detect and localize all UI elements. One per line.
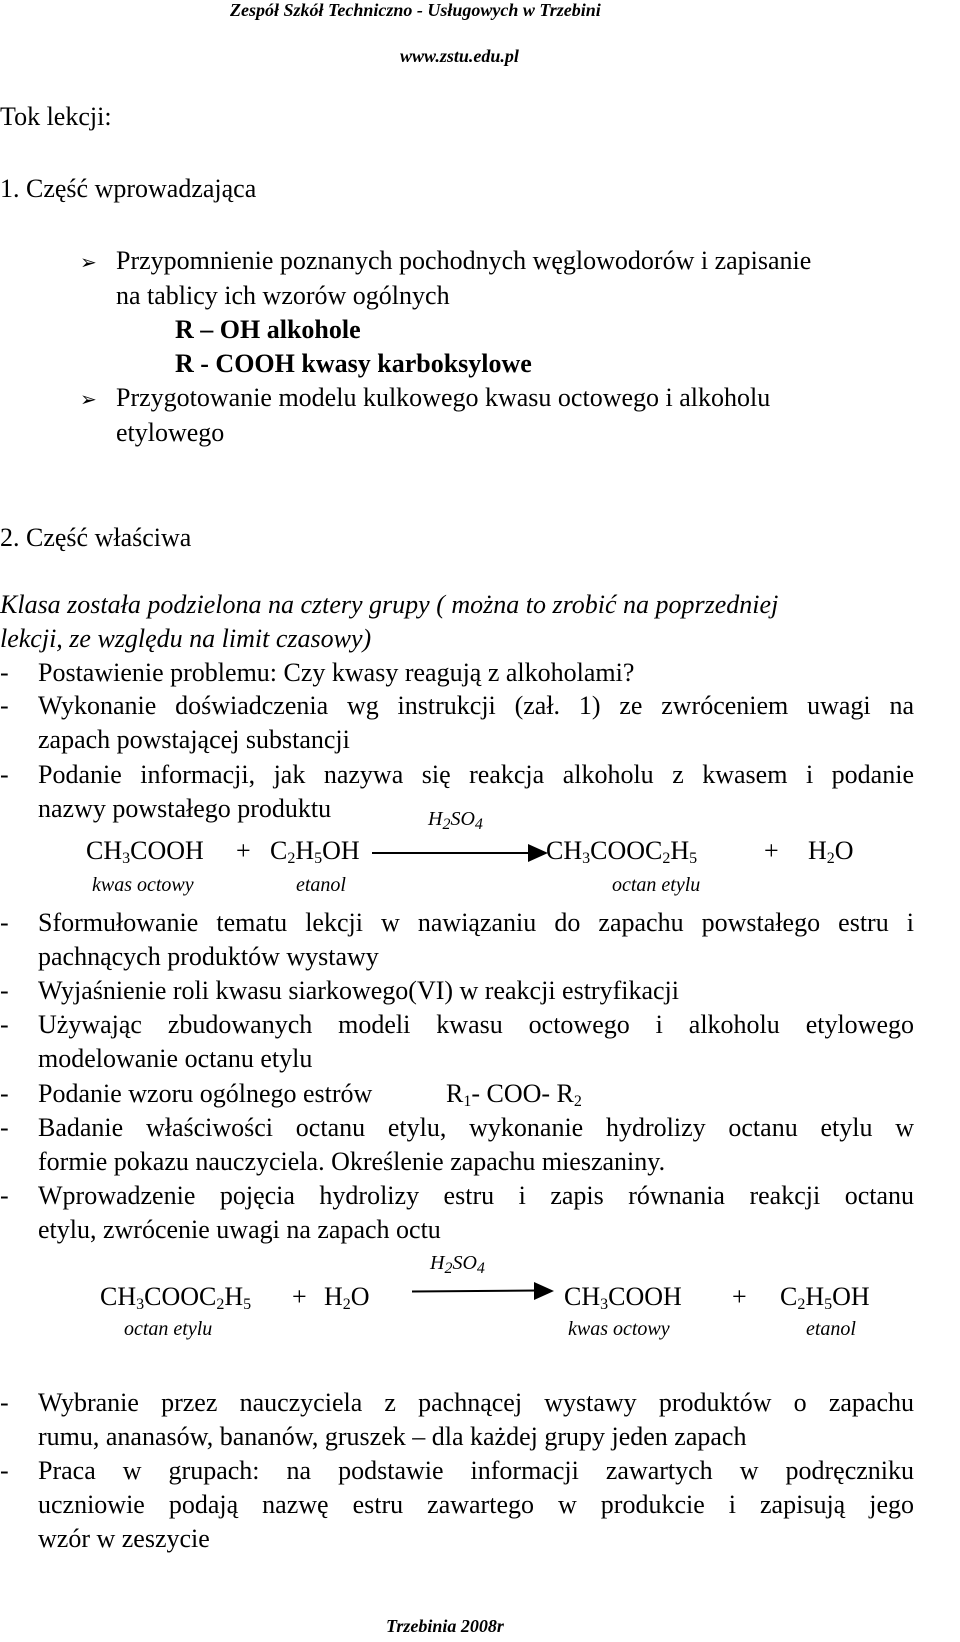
list-item: Wybranie przez nauczyciela z pachnącej wystawy produktów o zapachu xyxy=(38,1388,914,1417)
product-ethyl-acetate: $CH_3COOC_2H_5$ xyxy=(546,836,698,867)
list-item: Podanie wzoru ogólnego estrów xyxy=(38,1079,373,1108)
list-item: Podanie informacji, jak nazywa się reakcja alkoholu z kwasem i podanie xyxy=(38,760,914,789)
reaction-arrow-head xyxy=(534,1282,554,1300)
dash-bullet: - xyxy=(0,1113,9,1142)
reactant-acetic-acid: $CH_3COOH$ xyxy=(86,836,204,867)
list-item: rumu, ananasów, bananów, gruszek – dla każdej grupy jeden zapach xyxy=(38,1422,747,1451)
compound-label: etanol xyxy=(806,1318,856,1340)
list-item: nazwy powstałego produktu xyxy=(38,794,332,823)
bullet-text: etylowego xyxy=(116,418,225,447)
school-url: www.zstu.edu.pl xyxy=(400,46,519,66)
catalyst-label: $H_2SO_4$ xyxy=(428,808,483,833)
dash-bullet: - xyxy=(0,1010,9,1039)
list-item: Wykonanie doświadczenia wg instrukcji (zał. 1) ze zwróceniem uwagi na xyxy=(38,691,914,720)
arrow-bullet-icon: ➢ xyxy=(80,389,97,411)
list-item: pachnących produktów wystawy xyxy=(38,942,379,971)
reaction-arrow xyxy=(372,852,532,854)
arrow-bullet-icon: ➢ xyxy=(80,252,97,274)
reactant-water: $H_2O$ xyxy=(324,1282,370,1313)
compound-label: etanol xyxy=(296,874,346,896)
footer: Trzebinia 2008r xyxy=(386,1616,504,1636)
list-item: Wprowadzenie pojęcia hydrolizy estru i zapis równania reakcji octanu xyxy=(38,1181,914,1210)
bullet-text: Przypomnienie poznanych pochodnych węglowodorów i zapisanie xyxy=(116,246,812,275)
list-item: Wyjaśnienie roli kwasu siarkowego(VI) w reakcji estryfikacji xyxy=(38,976,679,1005)
product-ethanol: $C_2H_5OH$ xyxy=(780,1282,870,1313)
plus-sign: + xyxy=(236,836,251,865)
school-name: Zespół Szkół Techniczno - Usługowych w Trzebini xyxy=(230,0,601,20)
list-item: etylu, zwrócenie uwagi na zapach octu xyxy=(38,1215,441,1244)
list-item: Sformułowanie tematu lekcji w nawiązaniu do zapachu powstałego estru i xyxy=(38,908,914,937)
dash-bullet: - xyxy=(0,691,9,720)
reactant-ethyl-acetate: $CH_3COOC_2H_5$ xyxy=(100,1282,252,1313)
compound-label: octan etylu xyxy=(124,1318,213,1340)
dash-bullet: - xyxy=(0,1181,9,1210)
dash-bullet: - xyxy=(0,658,9,687)
reaction-arrow xyxy=(412,1289,538,1292)
dash-bullet: - xyxy=(0,1456,9,1485)
list-item: Praca w grupach: na podstawie informacji zawartych w podręczniku xyxy=(38,1456,914,1485)
reaction-arrow-head xyxy=(528,844,548,862)
section-heading: Tok lekcji: xyxy=(0,102,112,131)
dash-bullet: - xyxy=(0,760,9,789)
product-acetic-acid: $CH_3COOH$ xyxy=(564,1282,682,1313)
list-item: formie pokazu nauczyciela. Określenie zapachu mieszaniny. xyxy=(38,1147,666,1176)
list-item: zapach powstającej substancji xyxy=(38,725,350,754)
dash-bullet: - xyxy=(0,908,9,937)
compound-label: kwas octowy xyxy=(568,1318,670,1340)
ester-general-formula: $R_1-$ COO- $R_2$ xyxy=(446,1079,582,1110)
catalyst-label: $H_2SO_4$ xyxy=(430,1252,485,1277)
list-item: uczniowie podają nazwę estru zawartego w produkcie i zapisują jego xyxy=(38,1490,914,1519)
bullet-text: na tablicy ich wzorów ogólnych xyxy=(116,281,450,310)
bullet-text: Przygotowanie modelu kulkowego kwasu octowego i alkoholu xyxy=(116,383,771,412)
intro-text: Klasa została podzielona na cztery grupy ( można to zrobić na poprzedniej xyxy=(0,590,779,619)
section-2-title: 2. Część właściwa xyxy=(0,523,192,552)
product-water: $H_2O$ xyxy=(808,836,854,867)
section-1-title: 1. Część wprowadzająca xyxy=(0,174,257,203)
plus-sign: + xyxy=(764,836,779,865)
compound-label: octan etylu xyxy=(612,874,701,896)
list-item: Postawienie problemu: Czy kwasy reagują z alkoholami? xyxy=(38,658,635,687)
dash-bullet: - xyxy=(0,1388,9,1417)
general-formula: R - COOH kwasy karboksylowe xyxy=(175,349,532,378)
dash-bullet: - xyxy=(0,1079,9,1108)
intro-text: lekcji, ze względu na limit czasowy) xyxy=(0,624,372,653)
compound-label: kwas octowy xyxy=(92,874,194,896)
plus-sign: + xyxy=(292,1282,307,1311)
list-item: wzór w zeszycie xyxy=(38,1524,210,1553)
dash-bullet: - xyxy=(0,976,9,1005)
list-item: Używając zbudowanych modeli kwasu octowego i alkoholu etylowego xyxy=(38,1010,914,1039)
plus-sign: + xyxy=(732,1282,747,1311)
reactant-ethanol: $C_2H_5OH$ xyxy=(270,836,360,867)
general-formula: R – OH alkohole xyxy=(175,315,361,344)
list-item: Badanie właściwości octanu etylu, wykonanie hydrolizy octanu etylu w xyxy=(38,1113,914,1142)
list-item: modelowanie octanu etylu xyxy=(38,1044,313,1073)
